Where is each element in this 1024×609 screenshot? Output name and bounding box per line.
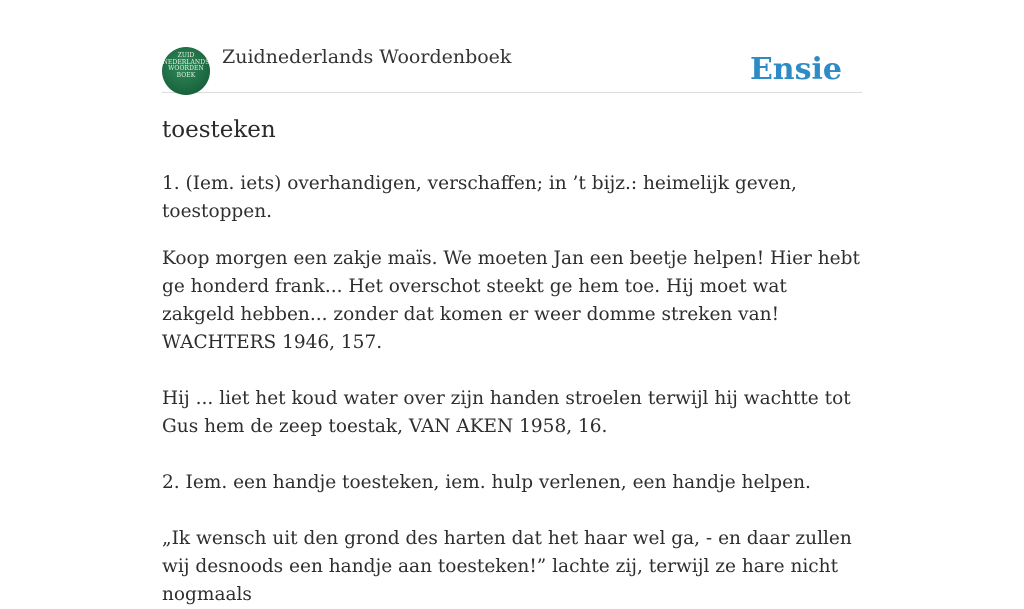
ensie-brand-link[interactable]: Ensie: [749, 52, 842, 87]
logo-text-line: WOORDEN: [168, 65, 204, 72]
paragraph-gap: [162, 497, 862, 525]
sense-2-definition: 2. Iem. een handje toesteken, iem. hulp verlenen, een handje helpen.: [162, 472, 811, 493]
logo-text-line: ZUID: [177, 52, 195, 59]
example-quote-3: „Ik wensch uit den grond des harten dat het haar wel ga, - en daar zullen wij desnoods een handje aan toesteken!” lachte zij, terwijl ze hare nicht nogmaals: [162, 528, 852, 605]
logo-text-line: BOEK: [176, 71, 196, 79]
entry-content: [162, 170, 862, 609]
example-quote-2: Hij ... liet het koud water over zijn handen stroelen terwijl hij wachtte tot Gus hem de zeep toestak, VAN AKEN 1958, 16.: [162, 388, 851, 437]
site-header: [162, 0, 862, 93]
paragraph-gap: [162, 441, 862, 469]
example-quote-1: Koop morgen een zakje maïs. We moeten Jan een beetje helpen! Hier hebt ge honderd frank... Het overschot steekt ge hem toe. Hij moet wat zakgeld hebben... zonder dat komen er weer domme streken van! WACHTERS 1946, 157.: [162, 248, 860, 353]
dictionary-logo[interactable]: [162, 47, 210, 95]
site-title-link[interactable]: Zuidnederlands Woordenboek: [222, 46, 512, 68]
logo-text-line: NEDERLANDS: [162, 58, 210, 66]
page-container: [162, 0, 862, 605]
entry-headword: toesteken: [162, 117, 276, 143]
sense-1-definition: 1. (Iem. iets) overhandigen, verschaffen; in ’t bijz.: heimelijk geven, toestoppen.: [162, 173, 797, 222]
paragraph-gap: [162, 357, 862, 385]
